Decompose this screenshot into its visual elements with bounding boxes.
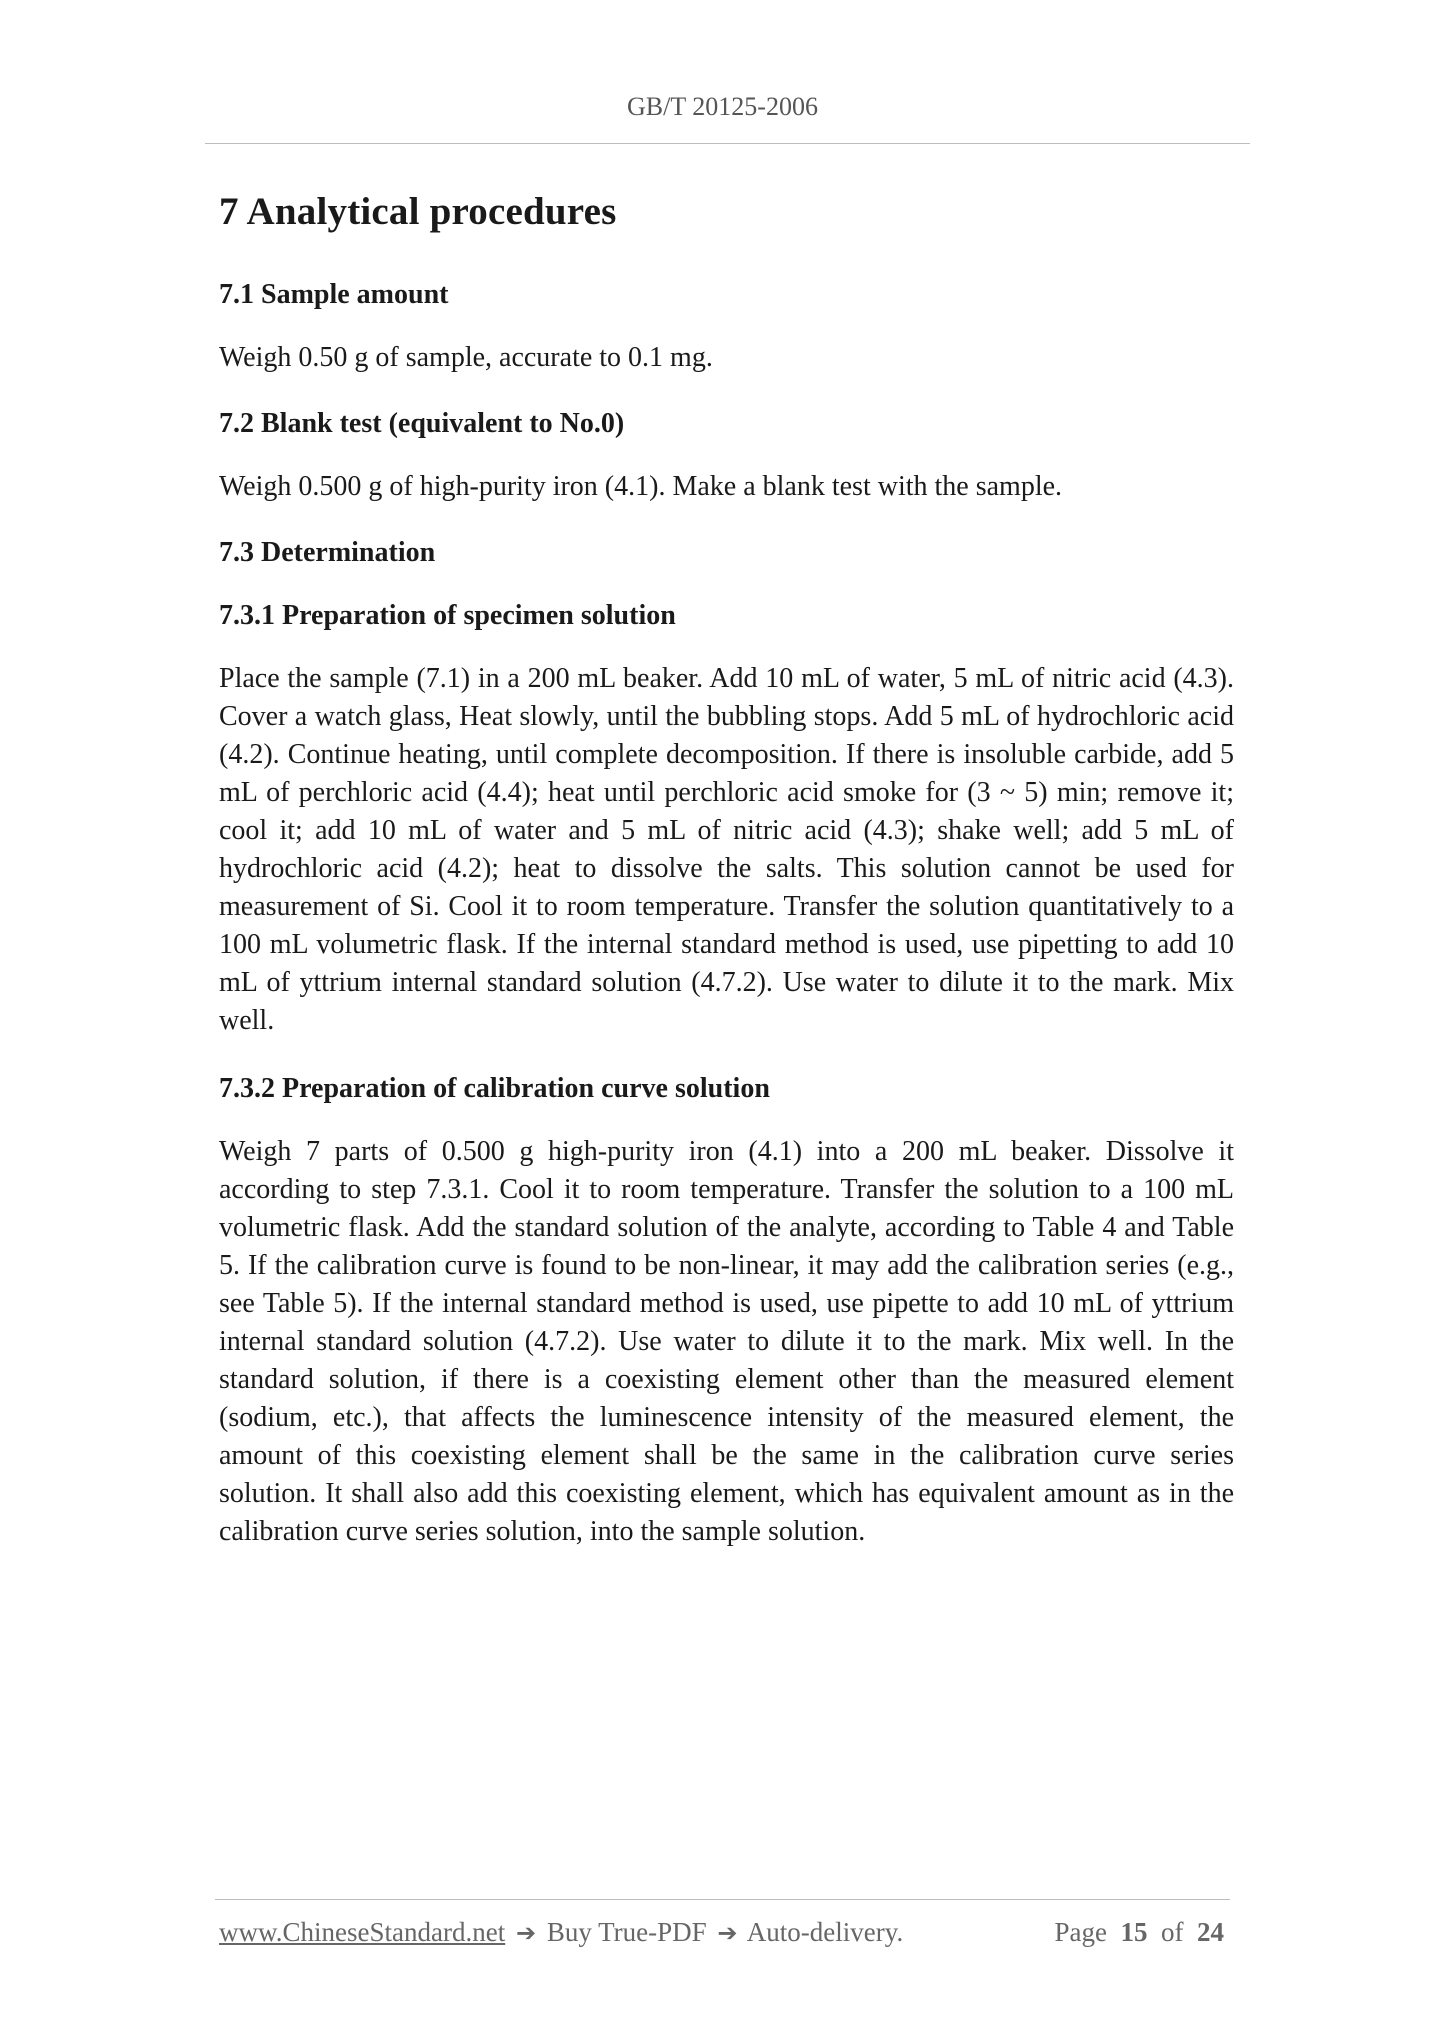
- header-divider: [205, 143, 1250, 144]
- page-footer: [219, 1917, 1224, 1948]
- page-content: [219, 186, 1234, 1581]
- buy-true-pdf-text: Buy True-PDF: [546, 1917, 707, 1947]
- footer-promo: [219, 1917, 903, 1948]
- heading-7-3-1: 7.3.1 Preparation of specimen solution: [219, 600, 676, 631]
- footer-divider: [215, 1899, 1230, 1900]
- document-id-header: GB/T 20125-2006: [627, 92, 818, 121]
- auto-delivery-text: Auto-delivery.: [746, 1917, 904, 1947]
- heading-7-2: 7.2 Blank test (equivalent to No.0): [219, 408, 625, 439]
- paragraph-7-3-1: Place the sample (7.1) in a 200 mL beaker. Add 10 mL of water, 5 mL of nitric acid (4.3). Cover a watch glass, Heat slowly, until the bubbling stops. Add 5 mL of hydrochloric acid (4.2). Continue heating, until complete decomposition. If there is insoluble carbide, add 5 mL of perchloric acid (4.4); heat until perchloric acid smoke for (3 ~ 5) min; remove it; cool it; add 10 mL of water and 5 mL of nitric acid (4.3); shake well; add 5 mL of hydrochloric acid (4.2); heat to dissolve the salts. This solution cannot be used for measurement of Si. Cool it to room temperature. Transfer the solution quantitatively to a 100 mL volumetric flask. If the internal standard method is used, use pipetting to add 10 mL of yttrium internal standard solution (4.7.2). Use water to dilute it to the mark. Mix well.: [219, 663, 1234, 1036]
- page-total: 24: [1197, 1917, 1224, 1947]
- right-arrow-icon: ➔: [717, 1919, 738, 1947]
- of-label: of: [1161, 1917, 1184, 1947]
- chinese-standard-link[interactable]: www.ChineseStandard.net: [219, 1917, 506, 1947]
- page-number: [1055, 1917, 1224, 1948]
- paragraph-7-3-2: Weigh 7 parts of 0.500 g high-purity iron (4.1) into a 200 mL beaker. Dissolve it according to step 7.3.1. Cool it to room temperature. Transfer the solution to a 100 mL volumetric flask. Add the standard solution of the analyte, according to Table 4 and Table 5. If the calibration curve is found to be non-linear, it may add the calibration series (e.g., see Table 5). If the internal standard method is used, use pipette to add 10 mL of yttrium internal standard solution (4.7.2). Use water to dilute it to the mark. Mix well. In the standard solution, if there is a coexisting element other than the measured element (sodium, etc.), that affects the luminescence intensity of the measured element, the amount of this coexisting element shall be the same in the calibration curve series solution. It shall also add this coexisting element, which has equivalent amount as in the calibration curve series solution, into the sample solution.: [219, 1136, 1234, 1547]
- right-arrow-icon: ➔: [515, 1919, 537, 1947]
- page-label: Page: [1054, 1917, 1107, 1947]
- page-current: 15: [1120, 1917, 1148, 1947]
- heading-7-3: 7.3 Determination: [219, 537, 436, 568]
- paragraph-7-1: Weigh 0.50 g of sample, accurate to 0.1 mg.: [219, 342, 713, 373]
- section-title: 7 Analytical procedures: [219, 190, 617, 233]
- heading-7-1: 7.1 Sample amount: [219, 279, 449, 310]
- heading-7-3-2: 7.3.2 Preparation of calibration curve solution: [219, 1073, 770, 1104]
- paragraph-7-2: Weigh 0.500 g of high-purity iron (4.1). Make a blank test with the sample.: [219, 471, 1063, 502]
